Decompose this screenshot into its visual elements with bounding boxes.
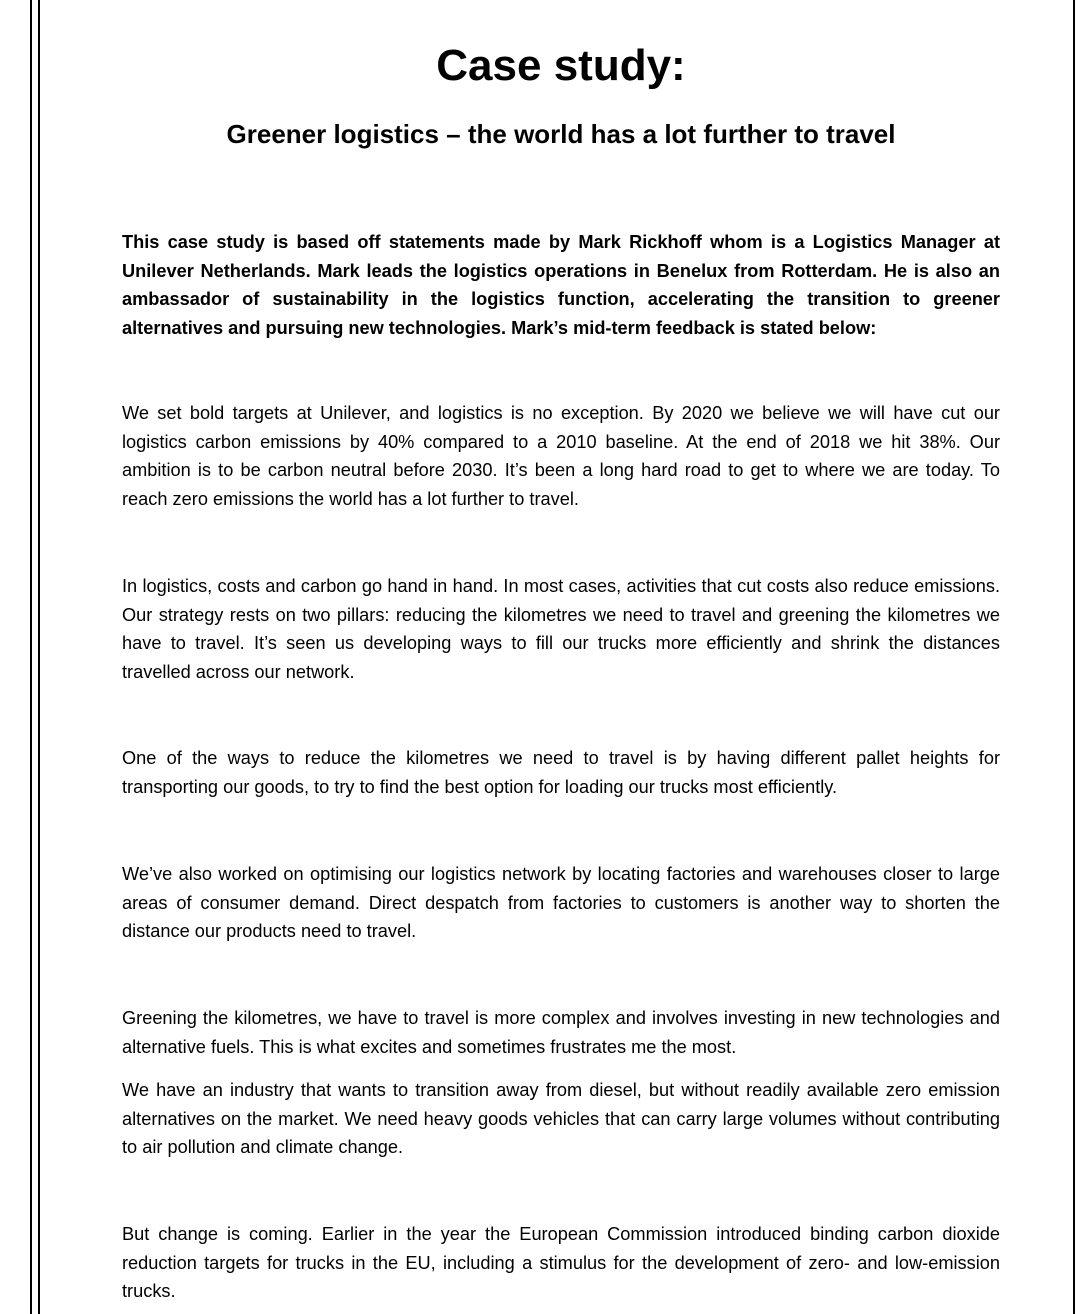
paragraph-diesel-transition: We have an industry that wants to transition away from diesel, but without readily available zero emission alternatives on the market. We need heavy goods vehicles that can carry large volumes without contributing to air pollution and climate change. [122,1080,1000,1157]
intro-paragraph: This case study is based off statements made by Mark Rickhoff whom is a Logistics Manager at Unilever Netherlands. Mark leads the logistics operations in Benelux from Rotterdam. He is also an ambassador of sustainability in the logistics function, accelerating the transition to greener alternatives and pursuing new technologies. Mark’s mid-term feedback is stated below: [122,232,1000,338]
page-subtitle: Greener logistics – the world has a lot further to travel [226,119,896,149]
paragraph-costs-carbon: In logistics, costs and carbon go hand in hand. In most cases, activities that cut costs also reduce emissions. Our strategy rests on two pillars: reducing the kilometres we need to travel and greening the kilometres we have to travel. It’s seen us developing ways to fill our trucks more efficiently and shrink the distances travelled across our network. [122,576,1000,682]
page-border-right [1073,0,1075,1314]
paragraph-network-optimising: We’ve also worked on optimising our logistics network by locating factories and warehouses closer to large areas of consumer demand. Direct despatch from factories to customers is another way to shorten the distance our products need to travel. [122,864,1000,941]
page-title: Case study: [436,41,686,90]
paragraph-pallet-heights: One of the ways to reduce the kilometres we need to travel is by having different pallet heights for transporting our goods, to try to find the best option for loading our trucks most efficiently. [122,748,1000,797]
paragraph-targets: We set bold targets at Unilever, and logistics is no exception. By 2020 we believe we will have cut our logistics carbon emissions by 40% compared to a 2010 baseline. At the end of 2018 we hit 38%. Our ambition is to be carbon neutral before 2030. It’s been a long hard road to get to where we are today. To reach zero emissions the world has a lot further to travel. [122,403,1000,509]
page-border-left-inner [38,0,40,1314]
page-border-left-outer [30,0,32,1314]
paragraph-change-coming: But change is coming. Earlier in the year the European Commission introduced binding carbon dioxide reduction targets for trucks in the EU, including a stimulus for the development of zero- and low-emission trucks. [122,1224,1000,1301]
paragraph-greening-kilometres: Greening the kilometres, we have to travel is more complex and involves investing in new technologies and alternative fuels. This is what excites and sometimes frustrates me the most. [122,1008,1000,1057]
